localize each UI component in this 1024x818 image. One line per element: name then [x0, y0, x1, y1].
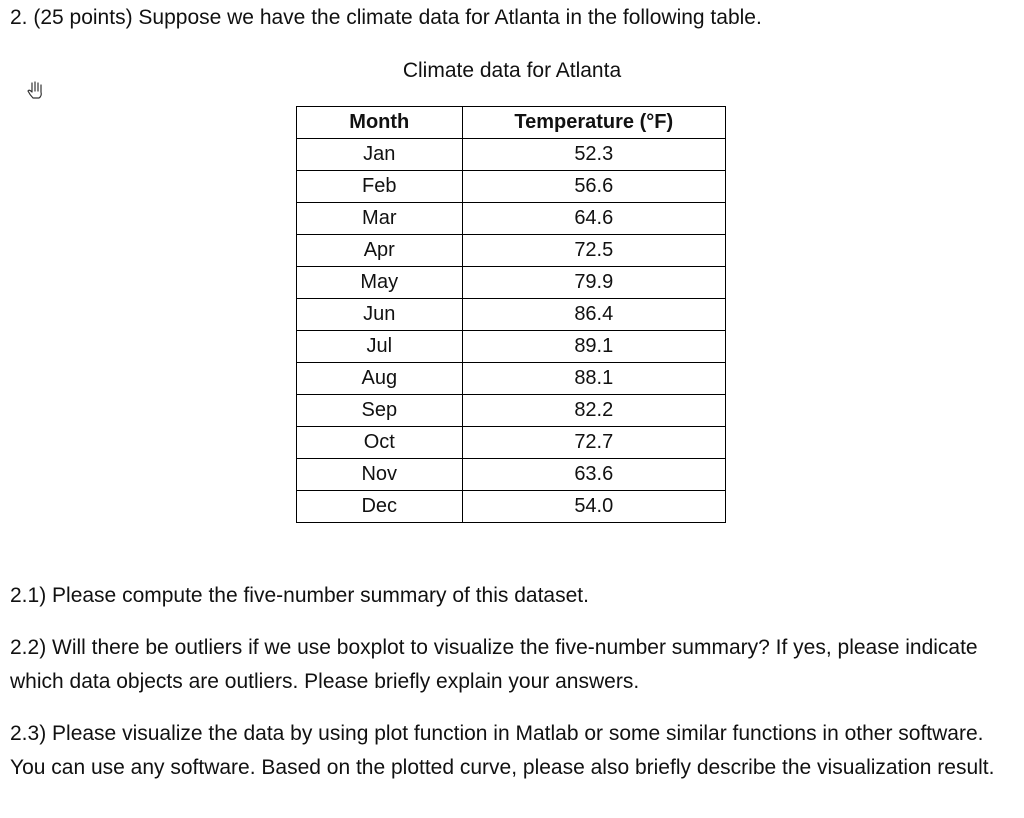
month-cell: May — [297, 267, 463, 299]
temperature-cell: 63.6 — [462, 459, 725, 491]
question-text: 2. (25 points) Suppose we have the climate data for Atlanta in the following table. — [10, 6, 762, 29]
subquestion-2-2: 2.2) Will there be outliers if we use boxplot to visualize the five-number summary? If yes, please indicate which data objects are outliers. Please briefly explain your answers. — [10, 636, 978, 693]
temperature-cell: 89.1 — [462, 331, 725, 363]
temperature-cell: 72.5 — [462, 235, 725, 267]
temperature-cell: 72.7 — [462, 427, 725, 459]
month-cell: Jun — [297, 299, 463, 331]
hand-pointer-icon — [24, 80, 46, 102]
month-cell: Sep — [297, 395, 463, 427]
month-cell: Mar — [297, 203, 463, 235]
table-row — [297, 427, 726, 459]
temperature-cell: 86.4 — [462, 299, 725, 331]
table-row — [297, 267, 726, 299]
month-cell: Oct — [297, 427, 463, 459]
table-row — [297, 235, 726, 267]
temperature-cell: 64.6 — [462, 203, 725, 235]
month-cell: Apr — [297, 235, 463, 267]
table-caption: Climate data for Atlanta — [402, 59, 622, 82]
table-row — [297, 491, 726, 523]
temperature-cell: 52.3 — [462, 139, 725, 171]
table-header-row — [297, 107, 726, 139]
month-cell: Nov — [297, 459, 463, 491]
table-row — [297, 203, 726, 235]
temperature-cell: 79.9 — [462, 267, 725, 299]
subquestion-2-1: 2.1) Please compute the five-number summary of this dataset. — [10, 584, 589, 607]
temperature-cell: 88.1 — [462, 363, 725, 395]
subquestion-2-3: 2.3) Please visualize the data by using plot function in Matlab or some similar functions in other software. You can use any software. Based on the plotted curve, please also briefly describe the visualization result. — [10, 722, 995, 779]
temperature-cell: 82.2 — [462, 395, 725, 427]
month-cell: Feb — [297, 171, 463, 203]
table-row — [297, 139, 726, 171]
temperature-cell: 56.6 — [462, 171, 725, 203]
table-row — [297, 395, 726, 427]
table-row — [297, 299, 726, 331]
table-row — [297, 459, 726, 491]
month-cell: Dec — [297, 491, 463, 523]
month-cell: Aug — [297, 363, 463, 395]
table-row — [297, 363, 726, 395]
month-cell: Jul — [297, 331, 463, 363]
table-row — [297, 331, 726, 363]
temperature-cell: 54.0 — [462, 491, 725, 523]
table-row — [297, 171, 726, 203]
column-header-month: Month — [297, 107, 463, 139]
month-cell: Jan — [297, 139, 463, 171]
climate-table — [296, 106, 726, 523]
column-header-temperature: Temperature (°F) — [462, 107, 725, 139]
